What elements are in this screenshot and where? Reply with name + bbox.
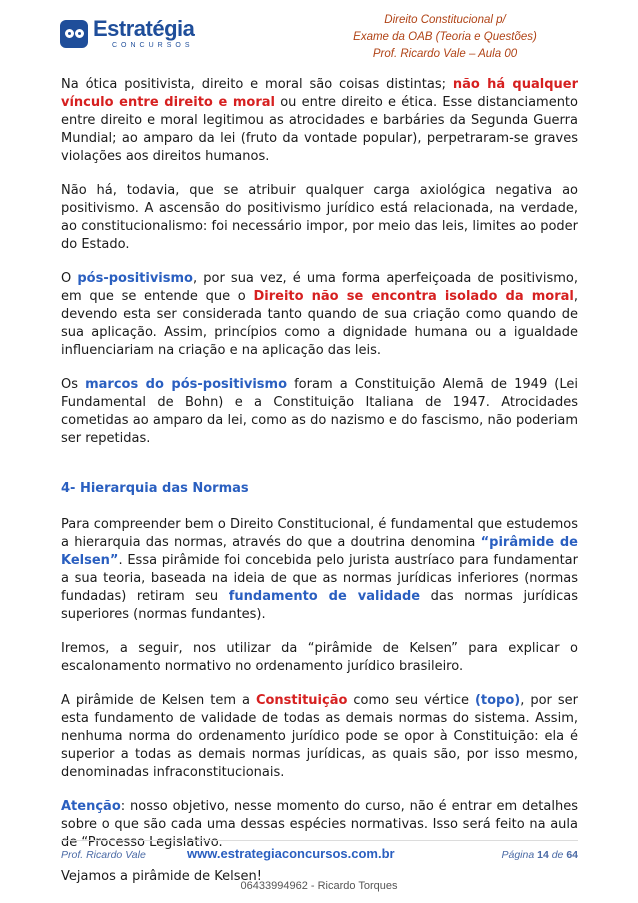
footer-divider: [61, 840, 578, 841]
term-milestones: marcos do pós-positivismo: [85, 377, 288, 392]
footer-author: Prof. Ricardo Vale: [61, 849, 146, 861]
highlight-law-moral: Direito não se encontra isolado da moral: [253, 289, 574, 304]
page-footer: [61, 846, 578, 866]
footer-website-link[interactable]: www.estrategiaconcursos.com.br: [187, 846, 395, 861]
paragraph-axiology: Não há, todavia, que se atribuir qualquer carga axiológica negativa ao positivismo. A ascensão do positivismo jurídico está relacionada, na verdade, ao constitucionalismo: foi necessário impor, por meio das leis, limites ao poder do Estado.: [61, 183, 578, 252]
paragraph-hierarchy: Para compreender bem o Direito Constitucional, é fundamental que estudemos a hierarquia das normas, através do que a doutrina denomina “pirâmide de Kelsen”. Essa pirâmide foi concebida pelo jurista austríaco para fundamentar a sua teoria, baseada na ideia de que as normas jurídicas inferiores (normas fundadas) retiram seu fundamento de validade das normas jurídicas superiores (normas fundantes).: [61, 517, 579, 622]
estrategia-logo: [60, 18, 210, 52]
page-header: [0, 0, 638, 72]
paragraph-positivism: Na ótica positivista, direito e moral são coisas distintas; não há qualquer vínculo entre direito e moral ou entre direito e ética. Esse distanciamento entre direito e moral legitimou as atrocidades e barbáries da Segunda Guerra Mundial; ao amparo da lei (fruto da vontade popular), perpetraram-se graves violações aos direitos humanos.: [61, 77, 578, 164]
course-info: [330, 12, 560, 63]
course-line-3: Prof. Ricardo Vale – Aula 00: [372, 48, 518, 60]
section-title: 4- Hierarquia das Normas: [61, 481, 249, 496]
paragraph-closing: Vejamos a pirâmide de Kelsen!: [61, 869, 263, 884]
term-post-positivism: pós-positivismo: [77, 271, 193, 286]
logo-subtitle: CONCURSOS: [112, 42, 194, 49]
page-content: [61, 76, 578, 902]
paragraph-post-positivism: O pós-positivismo, por sua vez, é uma forma aperfeiçoada de positivismo, em que se entende que o Direito não se encontra isolado da moral, devendo esta ser considerada tanto quando de sua criação como quando de sua aplicação. Assim, princípios como a dignidade humana ou a igualdade influenciariam na criação e na aplicação das leis.: [61, 271, 578, 358]
paragraph-constitution: A pirâmide de Kelsen tem a Constituição como seu vértice (topo), por ser esta fundamento de validade de todas as demais normas do sistema. Assim, nenhuma norma do ordenamento jurídico pode se opor à Constituição: ela é superior a todas as demais normas jurídicas, as quais são, por isso mesmo, denominadas infraconstitucionais.: [61, 693, 578, 780]
owl-logo-icon: [60, 20, 88, 48]
term-constitution: Constituição: [255, 693, 348, 708]
paragraph-next: Iremos, a seguir, nos utilizar da “pirâmide de Kelsen” para explicar o escalonamento normativo no ordenamento jurídico brasileiro.: [61, 641, 578, 674]
watermark: 06433994962 - Ricardo Torques: [240, 880, 398, 892]
logo-name: Estratégia: [93, 16, 195, 41]
term-validity-basis: fundamento de validade: [228, 589, 421, 604]
term-top: (topo): [474, 693, 521, 708]
footer-page-number: Página 14 de 64: [501, 849, 578, 861]
term-attention: Atenção: [61, 799, 121, 814]
paragraph-attention: Atenção: nosso objetivo, nesse momento do curso, não é entrar em detalhes sobre o que são cada uma dessas espécies normativas. Isso será feito na aula de “Processo Legislativo.: [61, 799, 578, 850]
course-line-2: Exame da OAB (Teoria e Questões): [353, 31, 537, 43]
highlight-no-link: não há qualquer vínculo entre direito e moral: [61, 77, 578, 110]
term-kelsen-pyramid: “pirâmide de Kelsen”: [61, 535, 578, 568]
paragraph-milestones: Os marcos do pós-positivismo foram a Constituição Alemã de 1949 (Lei Fundamental de Bohn) e a Constituição Italiana de 1947. Atrocidades cometidas ao amparo da lei, como as do nazismo e do fascismo, não poderiam ser repetidas.: [61, 377, 579, 446]
course-line-1: Direito Constitucional p/: [384, 14, 506, 26]
